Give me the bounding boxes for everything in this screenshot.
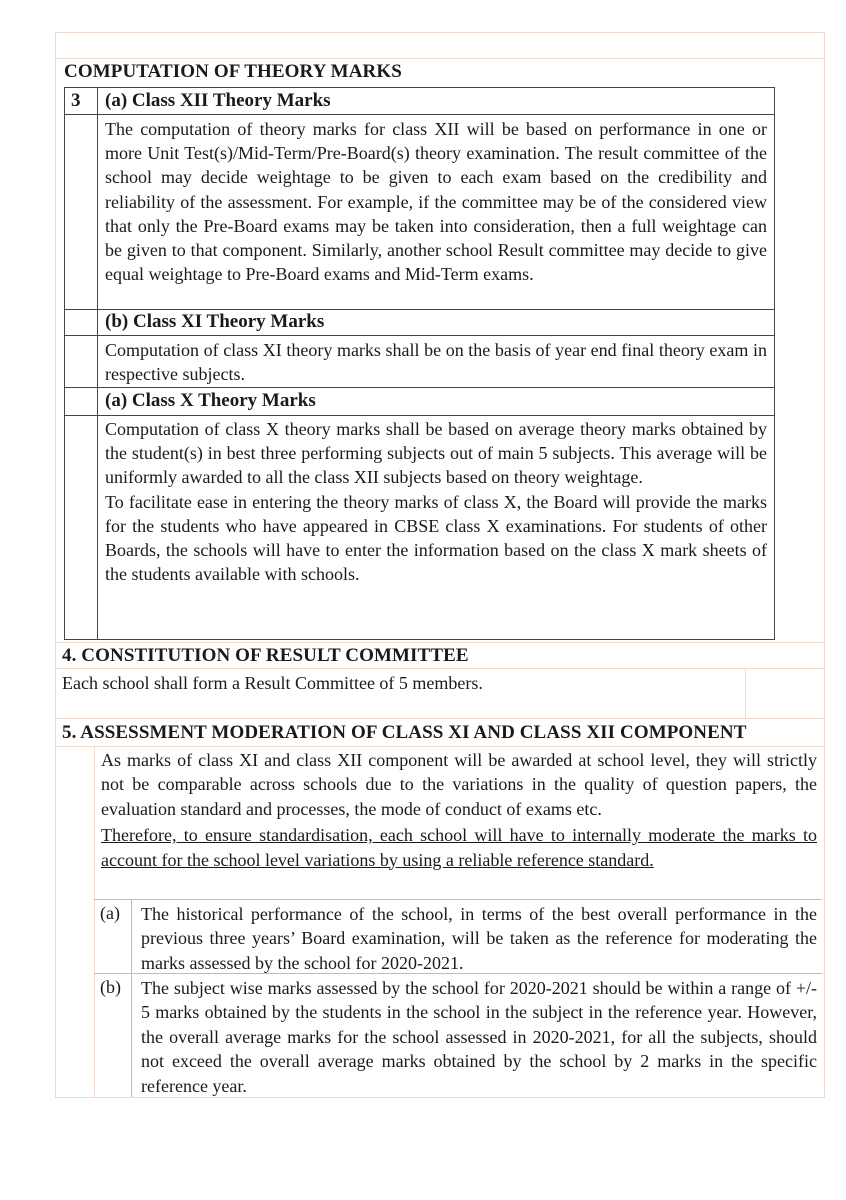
item-a-text: The historical performance of the school, in terms of the best overall performance in the previous three years’ Board examination, will be taken as the reference for moderating the marks assessed by the school for 2020-2021. bbox=[141, 904, 817, 973]
grid-line bbox=[55, 718, 824, 719]
grid-line bbox=[55, 32, 56, 1098]
item-a-label: (a) bbox=[100, 903, 120, 923]
grid-line bbox=[55, 746, 824, 747]
class-xi-text bbox=[105, 338, 767, 386]
table-row-divider bbox=[65, 415, 774, 416]
section3-number: 3 bbox=[71, 90, 81, 111]
table-row-divider bbox=[65, 309, 774, 310]
section5-body bbox=[101, 748, 817, 872]
section5-paragraph-1: As marks of class XI and class XII component will be awarded at school level, they will strictly not be comparable across schools due to the variations in the quality of question papers, the evaluation standard and processes, the mode of conduct of exams etc. bbox=[101, 750, 817, 819]
moderation-item-b bbox=[94, 973, 822, 1097]
class-x-text bbox=[105, 417, 767, 586]
section3-title: COMPUTATION OF THEORY MARKS bbox=[64, 61, 402, 82]
table-row-divider bbox=[65, 335, 774, 336]
section5-paragraph-2: Therefore, to ensure standardisation, each school will have to internally moderate the marks to account for the school level variations by using a reliable reference standard. bbox=[101, 825, 817, 870]
grid-line bbox=[745, 668, 746, 718]
section4-title: 4. CONSTITUTION OF RESULT COMMITTEE bbox=[62, 645, 469, 666]
class-xii-text bbox=[105, 117, 767, 286]
table-column-divider bbox=[97, 88, 98, 639]
class-xii-paragraph: The computation of theory marks for class XII will be based on performance in one or more Unit Test(s)/Mid-Term/Pre-Board(s) theory examination. The result committee of the school may decide weightage to be given to each exam based on the credibility and reliability of the assessment. For example, if the committee may be of the considered view that only the Pre-Board exams may be taken into consideration, then a full weightage can be given to that component. Similarly, another school Result committee may decide to give equal weightage to Pre-Board exams and Mid-Term exams. bbox=[105, 119, 767, 285]
class-xii-heading: (a) Class XII Theory Marks bbox=[105, 90, 331, 111]
section4-text: Each school shall form a Result Committee of 5 members. bbox=[62, 673, 483, 693]
grid-line bbox=[55, 32, 824, 33]
item-b-text: The subject wise marks assessed by the school for 2020-2021 should be within a range of +/- 5 marks obtained by the students in the school in the subject in the reference year. However, the overall average marks for the school assessed in 2020-2021, for all the subjects, should not exceed the overall average marks obtained by the school by 2 marks in the specific reference year. bbox=[141, 978, 817, 1096]
class-xi-heading: (b) Class XI Theory Marks bbox=[105, 311, 325, 332]
item-b-label: (b) bbox=[100, 977, 121, 997]
section3-table bbox=[64, 87, 775, 640]
class-x-paragraph-2: To facilitate ease in entering the theory marks of class X, the Board will provide the marks for the students who have appeared in CBSE class X examinations. For students of other Boards, the schools will have to enter the information based on the class X mark sheets of the students available with schools. bbox=[105, 491, 767, 585]
moderation-item-a bbox=[94, 899, 822, 973]
table-row-divider bbox=[65, 387, 774, 388]
table-row-divider bbox=[65, 114, 774, 115]
item-divider bbox=[131, 900, 132, 973]
section5-title: 5. ASSESSMENT MODERATION OF CLASS XI AND CLASS XII COMPONENT bbox=[62, 722, 747, 743]
item-divider bbox=[131, 974, 132, 1097]
class-x-heading: (a) Class X Theory Marks bbox=[105, 390, 316, 411]
grid-line bbox=[55, 642, 824, 643]
grid-line bbox=[55, 668, 824, 669]
class-x-paragraph-1: Computation of class X theory marks shall be based on average theory marks obtained by the student(s) in best three performing subjects out of main 5 subjects. This average will be uniformly awarded to all the class XII subjects based on theory weightage. bbox=[105, 419, 767, 488]
grid-line bbox=[824, 32, 825, 1098]
grid-line bbox=[55, 58, 824, 59]
class-xi-paragraph: Computation of class XI theory marks shall be on the basis of year end final theory exam in respective subjects. bbox=[105, 340, 767, 385]
